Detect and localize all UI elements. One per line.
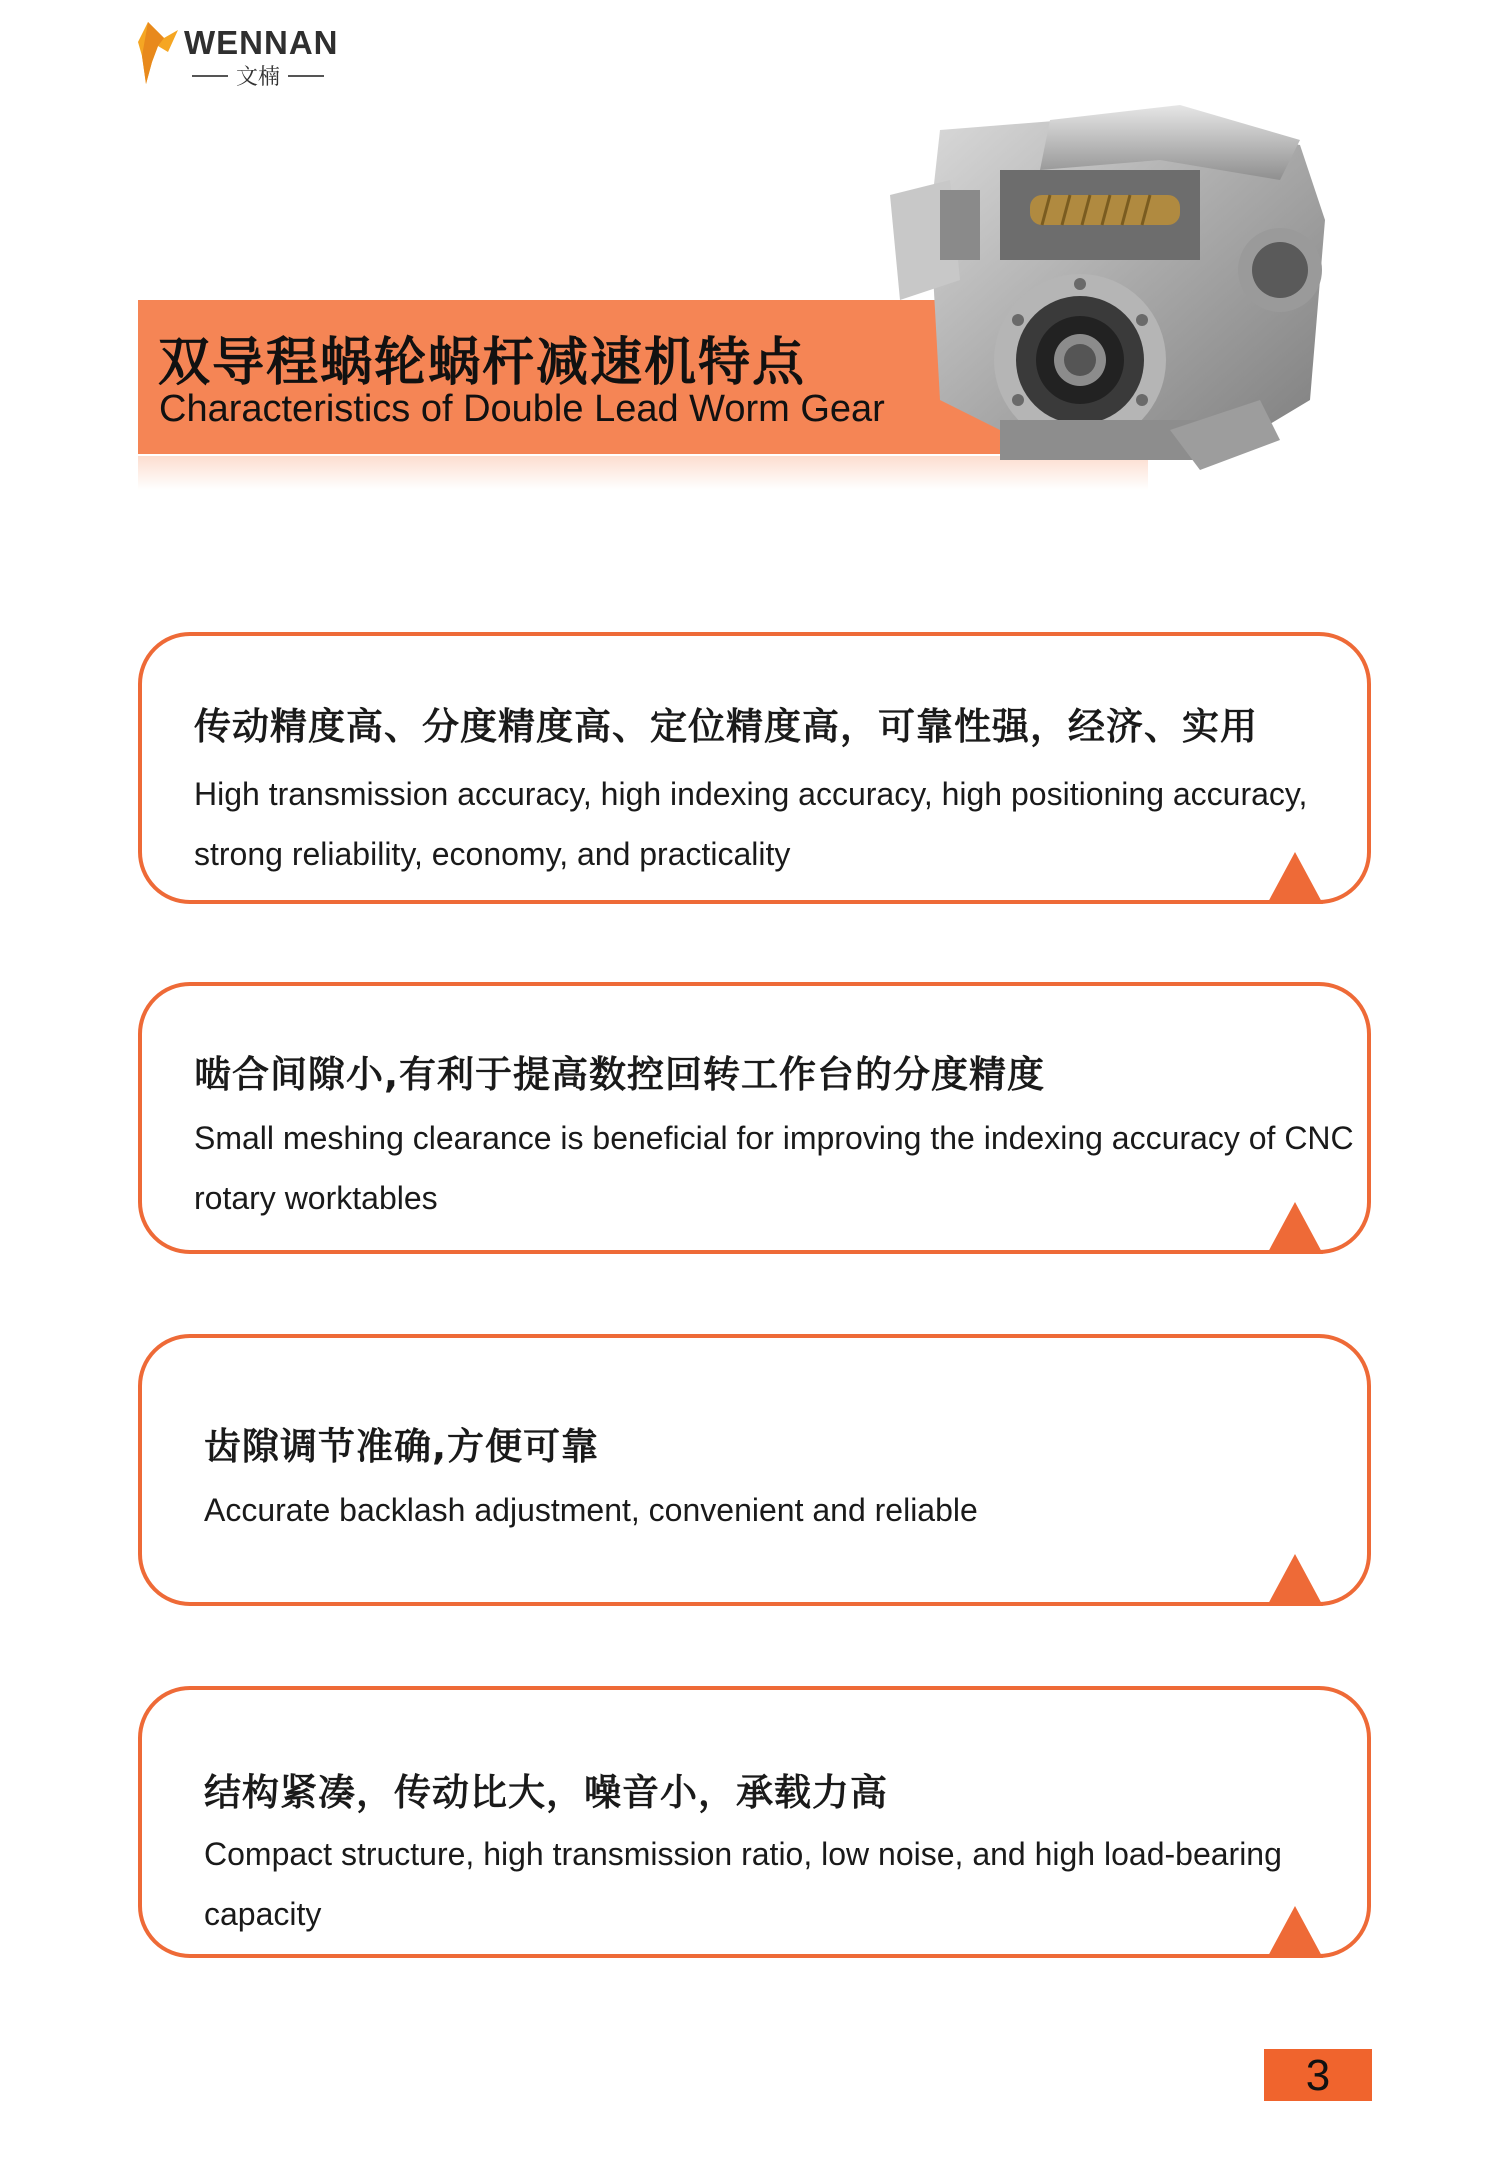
corner-triangle-icon: [1267, 1554, 1323, 1606]
feature-desc-en: Compact structure, high transmission ratio, low noise, and high load-bearing capacity: [204, 1836, 1282, 1932]
brand-logo: [138, 22, 368, 90]
feature-title-cn: 齿隙调节准确,方便可靠: [204, 1425, 600, 1468]
page-number: 3: [1264, 2049, 1372, 2101]
feature-title-cn: 啮合间隙小,有利于提高数控回转工作台的分度精度: [194, 1053, 1046, 1096]
feature-card: [138, 632, 1371, 904]
feature-title-cn: 结构紧凑，传动比大，噪音小，承载力高: [204, 1771, 888, 1814]
brand-name-cn: 文楠: [236, 65, 281, 90]
brand-name: WENNAN: [184, 24, 339, 61]
flame-logo-icon: [138, 22, 182, 84]
page-title-cn: 双导程蜗轮蜗杆减速机特点: [158, 333, 807, 393]
corner-triangle-icon: [1267, 1202, 1323, 1254]
corner-triangle-icon: [1267, 1906, 1323, 1958]
feature-card: [138, 982, 1371, 1254]
page-title-en: Characteristics of Double Lead Worm Gear: [159, 388, 885, 430]
brand-name-cn-row: [192, 60, 324, 91]
divider: [192, 75, 228, 77]
feature-desc-en: High transmission accuracy, high indexing accuracy, high positioning accuracy, strong reliability, economy, and practicality: [194, 776, 1308, 872]
feature-desc-en: Small meshing clearance is beneficial for improving the indexing accuracy of CNC rotary worktables: [194, 1120, 1354, 1216]
corner-triangle-icon: [1267, 852, 1323, 904]
divider: [288, 75, 324, 77]
feature-title-cn: 传动精度高、分度精度高、定位精度高，可靠性强，经济、实用: [194, 705, 1258, 748]
worm-gear-reducer-image: [880, 100, 1350, 505]
feature-desc-en: Accurate backlash adjustment, convenient and reliable: [204, 1492, 978, 1528]
feature-card: [138, 1686, 1371, 1958]
feature-card: [138, 1334, 1371, 1606]
